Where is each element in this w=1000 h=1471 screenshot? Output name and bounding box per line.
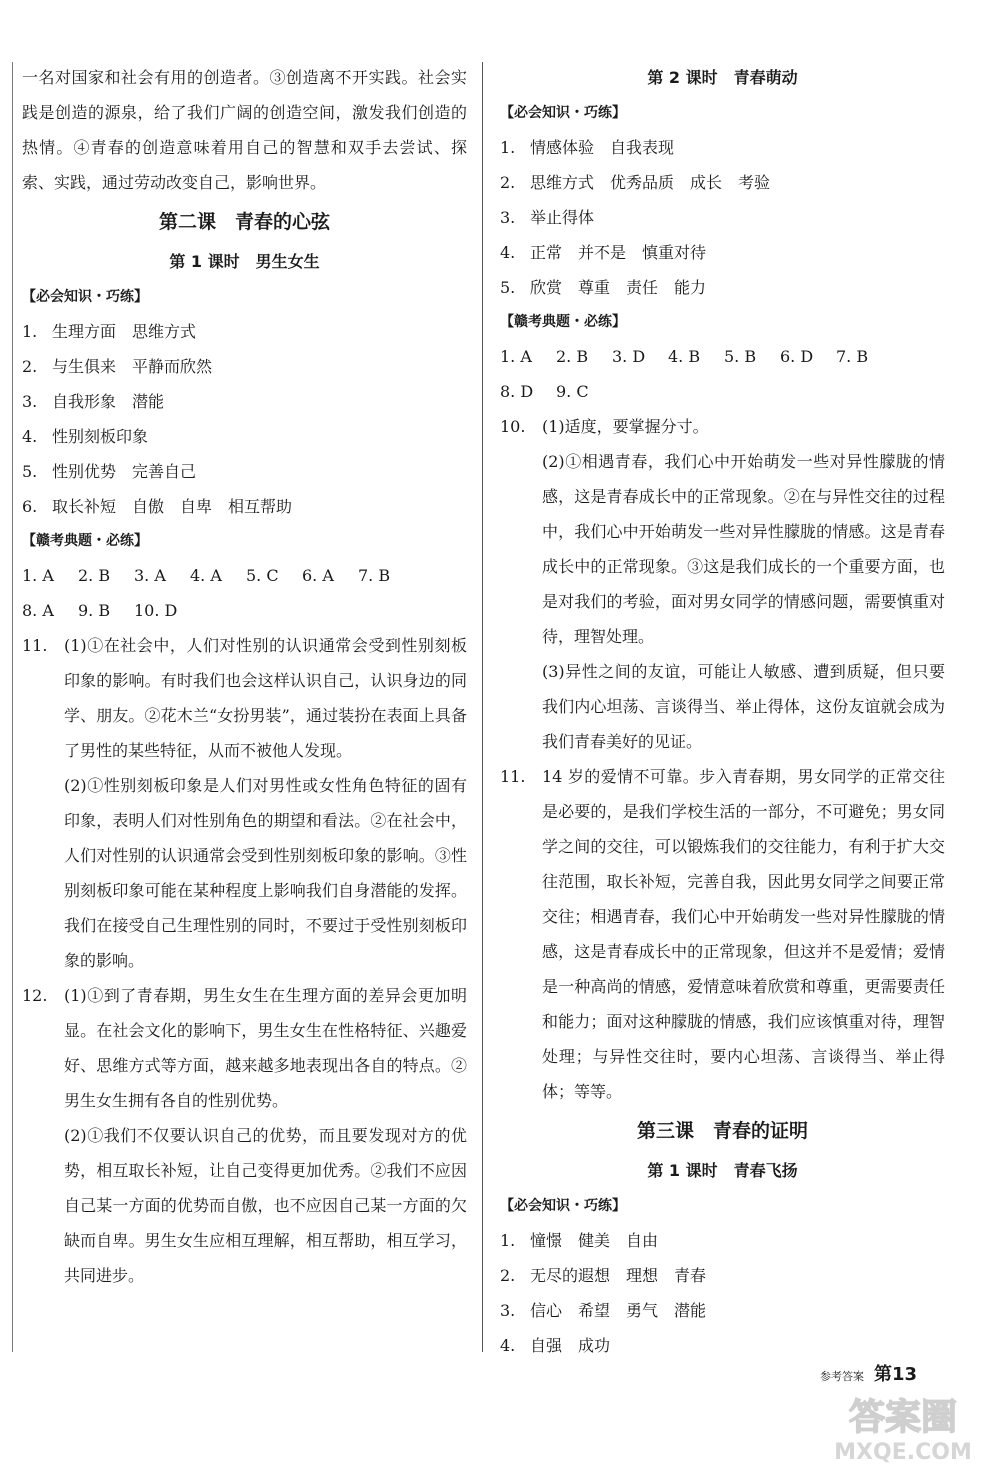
answer-part: 14 岁的爱情不可靠。步入青春期，男女同学的正常交往是必要的，是我们学校生活的一部分，不可避免；男女同学之间的交往，可以锻炼我们的交往能力，有利于扩大交往范围，取长补短，完善自我，因此男女同学之间要正常交往；相遇青春，我们心中开始萌发一些对异性朦胧的情感，这是青春成长中的正常现象，但这并不是爱情；爱情是一种高尚的情感，爱情意味着欣赏和尊重，更需要责任和能力；面对这种朦胧的情感，我们应该慎重对待，理智处理；与异性交往时，要内心坦荡、言谈得当、举止得体；等等。 (542, 767, 945, 1101)
answer: 2. B (556, 347, 589, 366)
period-title: 第 1 课时 男生女生 (169, 252, 320, 271)
list-item: 2. 与生俱来 平静而欣然 (22, 357, 213, 376)
answer: 5. C (246, 566, 279, 585)
watermark-text: 答案圈 (848, 1397, 958, 1438)
question-11: 11. (1)①在社会中，人们对性别的认识通常会受到性别刻板印象的影响。有时我们也会这样认识自己，认识身边的同学、朋友。②花木兰“女扮男装”，通过装扮在表面上具备了男性的某些特征，从而不被他人发现。 (2)①性别刻板印象是人们对男性或女性角色特征的固有印象，表明人们对性别角色的期望和看法。②在社会中，人们对性别的认识通常会受到性别刻板印象的影响。③性别刻板印象可能在某种程度上影响我们自身潜能的发挥。我们在接受自己生理性别的同时，不要过于受性别刻板印象的影响。 (22, 628, 467, 978)
section-heading: 【赣考典题・必练】 (22, 533, 148, 549)
answer-part: (3)异性之间的友谊，可能让人敏感、遭到质疑，但只要我们内心坦荡、言谈得当、举止得体，这份友谊就会成为我们青春美好的见证。 (542, 662, 945, 751)
section-heading: 【赣考典题・必练】 (500, 314, 626, 330)
answer: 9. C (556, 382, 589, 401)
answer: 1. A (22, 566, 54, 585)
left-margin-rule (12, 62, 13, 1352)
answer: 3. D (612, 347, 646, 366)
list-item: 5. 性别优势 完善自己 (22, 462, 197, 481)
answer-part: (2)①我们不仅要认识自己的优势，而且要发现对方的优势，相互取长补短，让自己变得更加优秀。②我们不应因自己某一方面的优势而自傲，也不应因自己某一方面的欠缺而自卑。男生女生应相互理解，相互帮助，相互学习，共同进步。 (64, 1126, 467, 1285)
list-item: 4. 正常 并不是 慎重对待 (500, 243, 707, 262)
answer-part: (1)①到了青春期，男生女生在生理方面的差异会更加明显。在社会文化的影响下，男生女生在性格特征、兴趣爱好、思维方式等方面，越来越多地表现出各自的特点。②男生女生拥有各自的性别优势。 (64, 986, 467, 1110)
list-item: 5. 欣赏 尊重 责任 能力 (500, 278, 707, 297)
knowledge-list (22, 314, 467, 524)
footer-label: 参考答案 (820, 1370, 864, 1383)
list-item: 3. 信心 希望 勇气 潜能 (500, 1301, 707, 1320)
answer: 3. A (134, 566, 166, 585)
answer-part: (1)①在社会中，人们对性别的认识通常会受到性别刻板印象的影响。有时我们也会这样认识自己，认识身边的同学、朋友。②花木兰“女扮男装”，通过装扮在表面上具备了男性的某些特征，从而不被他人发现。 (64, 636, 467, 760)
answer: 7. B (836, 347, 869, 366)
list-item: 4. 性别刻板印象 (22, 427, 149, 446)
column-divider (482, 62, 483, 1352)
right-column (500, 60, 945, 1363)
watermark-url: MXQE.COM (834, 1440, 972, 1465)
answer: 6. D (780, 347, 814, 366)
period-title: 第 2 课时 青春萌动 (647, 68, 798, 87)
answer: 10. D (134, 601, 178, 620)
answer: 7. B (358, 566, 391, 585)
lesson-title: 第三课 青春的证明 (636, 1120, 808, 1142)
watermark-logo (818, 1385, 988, 1465)
answer: 4. B (668, 347, 701, 366)
list-item: 1. 生理方面 思维方式 (22, 322, 197, 341)
intro-paragraph: 一名对国家和社会有用的创造者。③创造离不开实践。社会实践是创造的源泉，给了我们广阔的创造空间，激发我们创造的热情。④青春的创造意味着用自己的智慧和双手去尝试、探索、实践，通过劳动改变自己，影响世界。 (22, 68, 467, 192)
list-item: 6. 取长补短 自傲 自卑 相互帮助 (22, 497, 293, 516)
page-number: 第13 (874, 1364, 918, 1385)
answer-part: (1)适度，要掌握分寸。 (542, 417, 709, 436)
list-item: 4. 自强 成功 (500, 1336, 611, 1355)
lesson-title: 第二课 青春的心弦 (158, 211, 330, 233)
question-12: 12. (1)①到了青春期，男生女生在生理方面的差异会更加明显。在社会文化的影响下，男生女生在性格特征、兴趣爱好、思维方式等方面，越来越多地表现出各自的特点。②男生女生拥有各自的性别优势。 (2)①我们不仅要认识自己的优势，而且要发现对方的优势，相互取长补短，让自己变得更加优秀。②我们不应因自己某一方面的优势而自傲，也不应因自己某一方面的欠缺而自卑。男生女生应相互理解，相互帮助，相互学习，共同进步。 (22, 978, 467, 1293)
list-item: 3. 自我形象 潜能 (22, 392, 165, 411)
list-item: 2. 思维方式 优秀品质 成长 考验 (500, 173, 771, 192)
section-heading: 【必会知识・巧练】 (22, 289, 148, 305)
knowledge-list (500, 1223, 945, 1363)
answer-grid (22, 558, 467, 628)
section-heading: 【必会知识・巧练】 (500, 1198, 626, 1214)
answer: 4. A (190, 566, 222, 585)
knowledge-list (500, 130, 945, 305)
answer-part: (2)①相遇青春，我们心中开始萌发一些对异性朦胧的情感，这是青春成长中的正常现象。②在与异性交往的过程中，我们心中开始萌发一些对异性朦胧的情感。这是青春成长中的正常现象。③这是我们成长的一个重要方面，也是对我们的考验，面对男女同学的情感问题，需要慎重对待，理智处理。 (542, 452, 945, 646)
answer: 8. D (500, 382, 534, 401)
period-title: 第 1 课时 青春飞扬 (647, 1161, 798, 1180)
answer: 5. B (724, 347, 757, 366)
answer: 2. B (78, 566, 111, 585)
page-footer (820, 1360, 917, 1386)
list-item: 2. 无尽的遐想 理想 青春 (500, 1266, 707, 1285)
answer: 9. B (78, 601, 111, 620)
question-11: 11. 14 岁的爱情不可靠。步入青春期，男女同学的正常交往是必要的，是我们学校生活的一部分，不可避免；男女同学之间的交往，可以锻炼我们的交往能力，有利于扩大交往范围，取长补短，完善自我，因此男女同学之间要正常交往；相遇青春，我们心中开始萌发一些对异性朦胧的情感，这是青春成长中的正常现象，但这并不是爱情；爱情是一种高尚的情感，爱情意味着欣赏和尊重，更需要责任和能力；面对这种朦胧的情感，我们应该慎重对待，理智处理；与异性交往时，要内心坦荡、言谈得当、举止得体；等等。 (500, 759, 945, 1109)
answer-grid (500, 339, 945, 409)
answer: 8. A (22, 601, 54, 620)
question-10: 10. (1)适度，要掌握分寸。 (2)①相遇青春，我们心中开始萌发一些对异性朦胧的情感，这是青春成长中的正常现象。②在与异性交往的过程中，我们心中开始萌发一些对异性朦胧的情感。这是青春成长中的正常现象。③这是我们成长的一个重要方面，也是对我们的考验，面对男女同学的情感问题，需要慎重对待，理智处理。 (3)异性之间的友谊，可能让人敏感、遭到质疑，但只要我们内心坦荡、言谈得当、举止得体，这份友谊就会成为我们青春美好的见证。 (500, 409, 945, 759)
list-item: 3. 举止得体 (500, 208, 595, 227)
section-heading: 【必会知识・巧练】 (500, 105, 626, 121)
left-column (22, 60, 467, 1293)
answer: 1. A (500, 347, 532, 366)
list-item: 1. 憧憬 健美 自由 (500, 1231, 659, 1250)
answer: 6. A (302, 566, 334, 585)
list-item: 1. 情感体验 自我表现 (500, 138, 675, 157)
answer-part: (2)①性别刻板印象是人们对男性或女性角色特征的固有印象，表明人们对性别角色的期望和看法。②在社会中，人们对性别的认识通常会受到性别刻板印象的影响。③性别刻板印象可能在某种程度上影响我们自身潜能的发挥。我们在接受自己生理性别的同时，不要过于受性别刻板印象的影响。 (64, 776, 467, 970)
